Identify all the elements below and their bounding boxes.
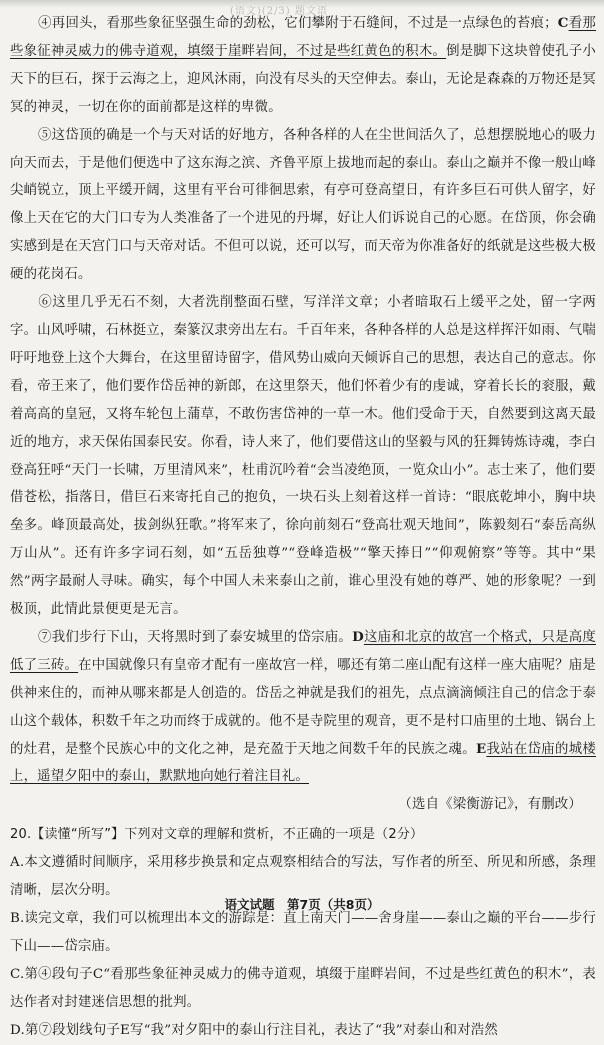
question-20 <box>10 821 596 1044</box>
source-citation: （选自《梁衡游记》，有删改） <box>398 797 582 813</box>
p4-underlined-sentence: 看那些象征神灵威力的佛寺道观，填缀于崖畔岩间，不过是些红黄色的积木。 <box>10 16 596 59</box>
p7-label-e: E <box>475 740 487 757</box>
option-c[interactable]: C.第④段句子C“看那些象征神灵威力的佛寺道观，填缀于崖畔岩间，不过是些红黄色的积木”，表达作者对封建迷信思想的批判。 <box>10 966 596 1010</box>
bleed-through-header: (语文)(2/3) 题文语 <box>230 6 328 17</box>
page-footer: 语文试题 第7页（共8页） <box>224 897 380 912</box>
paragraph-5 <box>10 122 596 289</box>
question-title: 20.【读懂“所写”】下列对文章的理解和赏析，不正确的一项是（2分） <box>10 827 424 843</box>
paragraph-6 <box>10 289 596 624</box>
paragraph-7 <box>10 624 596 791</box>
p7-label-d: D <box>352 628 364 645</box>
p4-text-a: ④再回头，看那些象征坚强生命的劲松，它们攀附于石缝间，不过是一点绿色的苔痕； <box>38 16 558 31</box>
paragraph-4 <box>10 10 596 122</box>
option-d[interactable]: D.第⑦段划线句子E写“我”对夕阳中的泰山行注目礼，表达了“我”对泰山和对浩然 <box>10 1022 498 1038</box>
option-a[interactable]: A.本文遵循时间顺序，采用移步换景和定点观察相结合的写法，写作者的所至、所见和所感，条理清晰，层次分明。 <box>10 855 596 899</box>
p7-underlined-sentence-d: 这庙和北京的故宫一个格式，只是高度低了三砖。 <box>10 629 596 673</box>
p5-text: ⑤这岱顶的确是一个与天对话的好地方，各种各样的人在尘世间活久了，总想摆脱地心的吸力向天而去，于是他们便选中了这东海之滨、齐鲁平原上拔地而起的泰山。泰山之巅并不像一般山峰尖峭锐立，顶上平缓开阔，这里有平台可徘徊思索，有亭可登高望日，有许多巨石可供人留字，好像上天在它的大门口专为人类准备了一个进见的丹墀，好让人们诉说自己的心愿。在岱顶，你会确实感到是在天宫门口与天帝对话。不但可以说，还可以写，而天帝为你准备好的纸就是这些极大极硬的花岗石。 <box>10 127 596 283</box>
p4-text-c: 倒是脚下这块曾使孔子小天下的巨石，探于云海之上，迎风沐雨，向没有尽头的天空伸去。泰山，无论是森森的万物还是冥冥的神灵，一切在你的面前都是这样的卑微。 <box>10 43 597 115</box>
reading-passage <box>10 10 596 1045</box>
p7-underlined-sentence-e: 我站在岱庙的城楼上，遥望夕阳中的泰山，默默地向她行着注目礼。 <box>10 741 596 785</box>
p6-text: ⑥这里几乎无石不刻，大者洗削整面石壁，写洋洋文章；小者暗取石上缓平之处，留一字两字。山风呼啸，石林挺立，秦篆汉隶旁出左右。千百年来，各种各样的人总是这样挥汗如雨、气喘吁吁地登上这个大舞台，在这里留诗留字，借风势山威向天倾诉自己的思想，表达自己的意志。你看，帝王来了，他们要作岱岳神的新郎，在这里祭天，他们怀着少有的虔诚，穿着长长的衮服，戴着高高的皇冠，又将车轮包上蒲草，不敢伤害岱神的一草一木。他们受命于天，自然要到这离天最近的地方，求天保佑国泰民安。你看，诗人来了，他们要借这山的坚毅与风的狂舞铸炼诗魂，李白登高狂呼“天门一长啸，万里清风来”，杜甫沉吟着“会当凌绝顶，一览众山小”。志士来了，他们要借苍松，指落日，借巨石来寄托自己的抱负，一块石头上刻着这样一首诗：“眼底乾坤小，胸中块垒多。峰顶最高处，拔剑纵狂歌。”将军来了，徐向前刻石“登高壮观天地间”，陈毅刻石“泰岳高纵万山从”。还有许多字词石刻，如“五岳独尊”“登峰造极”“擎天捧日”“仰观俯察”等等。其中“果然”两字最耐人寻味。确实，每个中国人未来泰山之前，谁心里没有她的尊严、她的形象呢？一到极顶，此情此景便更是无言。 <box>10 295 596 618</box>
option-b[interactable]: B.读完文章，我们可以梳理出本文的游踪是：直上南天门——舍身崖——泰山之巅的平台——步行下山——岱宗庙。 <box>10 911 596 954</box>
p7-text-c: 在中国就像只有皇帝才配有一座故宫一样，哪还有第二座山配有这样一座大庙呢？庙是供神来住的，而神从哪来都是人创造的。岱岳之神就是我们的祖先，点点滴滴倾注自己的信念于泰山这个载体，积数千年之功而终于成就的。他不是寺院里的观音，更不是村口庙里的土地、锅台上的灶君，是整个民族心中的文化之神，是充盈于天地之间数千年的民族之魂。 <box>10 657 597 757</box>
p4-label-c: C <box>557 15 569 31</box>
p7-text-a: ⑦我们步行下山，天将黑时到了泰安城里的岱宗庙。 <box>38 629 353 645</box>
